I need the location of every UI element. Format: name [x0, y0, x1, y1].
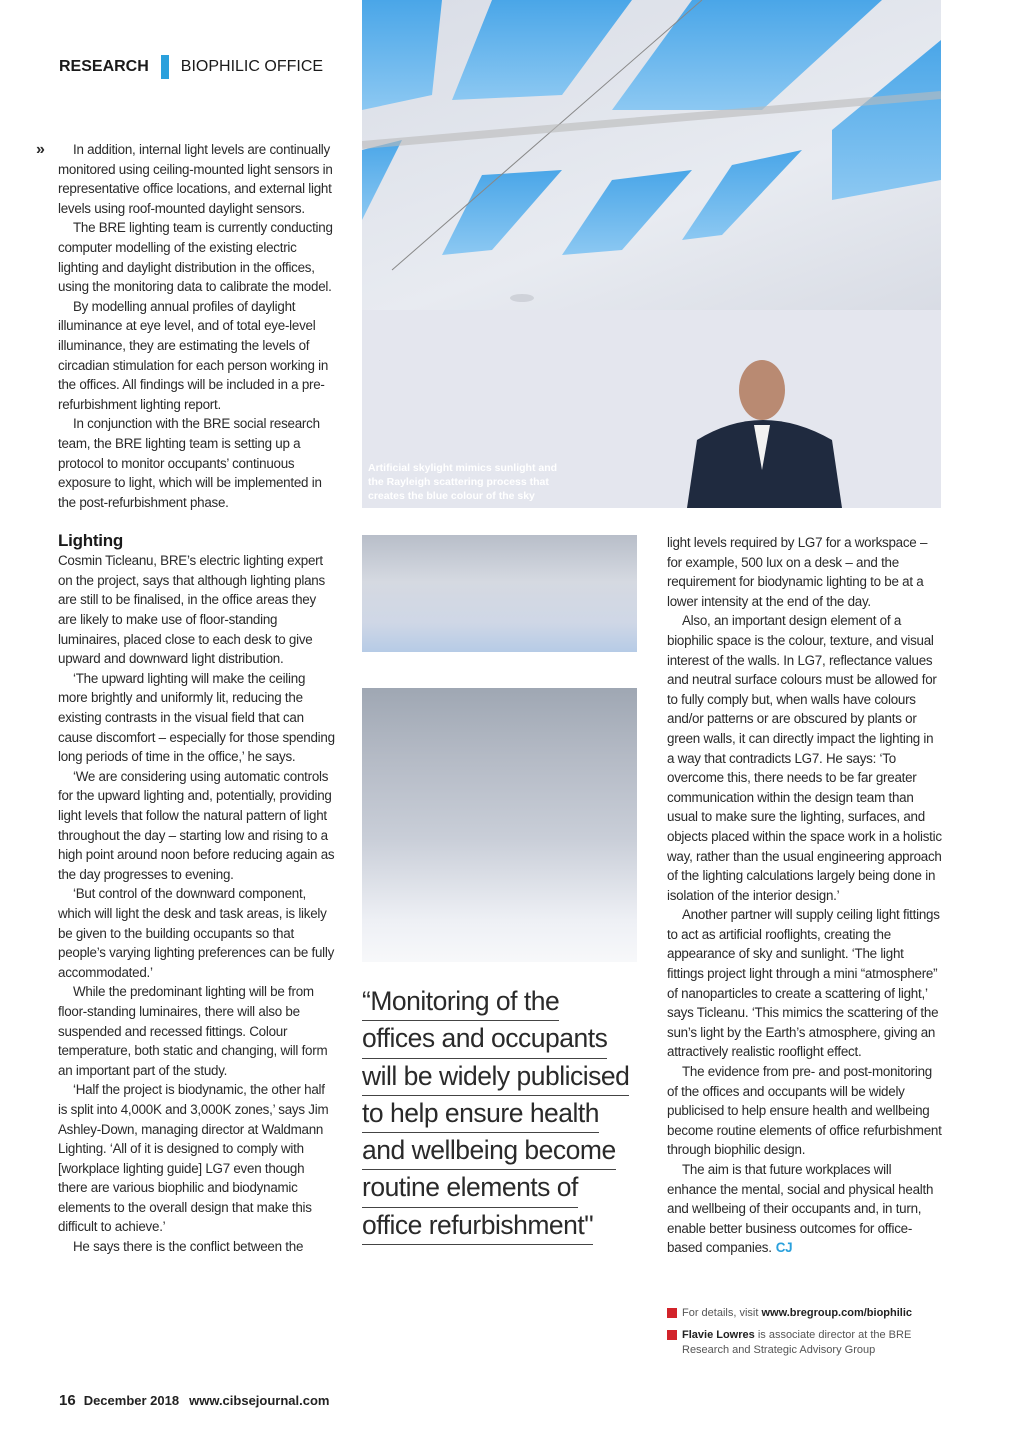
continued-chevron-icon: » — [36, 141, 45, 158]
author-bio: is associate director at the BRE Research and Strategic Advisory Group — [682, 1329, 912, 1356]
details-note — [667, 1306, 947, 1321]
pull-quote — [362, 984, 642, 1245]
author-note — [667, 1328, 917, 1357]
section-label: RESEARCH — [59, 58, 149, 75]
header-divider — [161, 55, 169, 79]
paragraph: ‘Half the project is biodynamic, the other half is split into 4,000K and 3,000K zones,’ says Jim Ashley-Down, managing director at Waldmann Lighting. ‘All of it is designed to comply with [workplace lighting guide] LG7 even though there are various biophilic and biodynamic elements to the overall design that make this difficult to achieve.’ — [58, 1082, 329, 1235]
author-initials: CJ — [775, 1240, 793, 1256]
website: www.cibsejournal.com — [189, 1393, 330, 1408]
quote-line: routine elements of — [362, 1170, 578, 1207]
topic-label: BIOPHILIC OFFICE — [180, 58, 324, 75]
paragraph: The BRE lighting team is currently conducting computer modelling of the existing electric lighting and daylight distribution in the offices, using the monitoring data to calibrate the model. — [58, 220, 333, 295]
paragraph: ‘But control of the downward component, which will light the desk and task areas, is likely be given to the building occupants so that people’s varying lighting preferences can be fully accommodated.’ — [58, 886, 335, 980]
bullet-square-icon — [667, 1330, 677, 1340]
quote-line: will be widely publicised — [362, 1059, 629, 1096]
paragraph: While the predominant lighting will be from floor-standing luminaires, there will also be suspended and recessed fittings. Colour temperature, both static and changing, will form an important part of the study. — [58, 984, 328, 1078]
left-column — [36, 140, 335, 1257]
photo-caption: Artificial skylight mimics sunlight and the Rayleigh scattering process that creates the blue colour of the sky — [368, 462, 558, 502]
paragraph: Another partner will supply ceiling light fittings to act as artificial rooflights, creating the appearance of sky and sunlight. ‘The light fittings project light through a mini “atmosphere” of nanoparticles to create a scattering of light,’ says Ticleanu. ‘This mimics the scattering of the sun’s light by the Earth’s atmosphere, giving an attractively realistic rooflight effect. — [667, 907, 940, 1060]
paragraph: By modelling annual profiles of daylight illuminance at eye level, and of total eye-level illuminance, they are estimating the levels of circadian stimulation for each person working in the offices. All findings will be included in a pre-refurbishment lighting report. — [58, 298, 329, 412]
paragraph: ‘We are considering using automatic controls for the upward lighting and, potentially, providing light levels that follow the natural pattern of light throughout the day – starting low and rising to a high point around noon before reducing again as the day progresses to evening. — [58, 768, 335, 882]
details-text: For details, visit — [682, 1307, 762, 1319]
ceiling-illustration — [362, 0, 941, 508]
right-column — [667, 533, 943, 1258]
paragraph: Cosmin Ticleanu, BRE’s electric lighting expert on the project, says that although lighting plans are still to be finalised, in the office areas they are likely to make use of floor-standing luminaires, placed close to each desk to give upward and downward light distribution. — [58, 553, 325, 667]
paragraph: In conjunction with the BRE social research team, the BRE lighting team is setting up a protocol to monitor occupants’ continuous exposure to light, which will be implemented in the post-refurbishment phase. — [58, 416, 322, 510]
quote-line: office refurbishment" — [362, 1208, 593, 1245]
skylight-photo — [362, 0, 941, 508]
page-footer — [59, 1392, 329, 1409]
paragraph: Also, an important design element of a biophilic space is the colour, texture, and visual interest of the walls. In LG7, reflectance values and neutral surface colours must be allowed for to fully comply but, when walls have colours and/or patterns or are obscured by plants or green walls, it can directly impact the lighting in a way that contradicts LG7. He says: ‘To overcome this, there needs to be far greater communication within the design team than usual to make sure the lighting, surfaces, and objects placed within the space work in a holistic way, rather than the usual engineering approach of the lighting calculations largely being done in isolation of the interior design.’ — [667, 613, 942, 903]
quote-line: “Monitoring of the — [362, 984, 559, 1021]
wall-light-photo — [362, 688, 637, 962]
paragraph: The aim is that future workplaces will enhance the mental, social and physical health and wellbeing of their occupants and, in turn, enable better business outcomes for office-based companies. — [667, 1162, 934, 1256]
paragraph: light levels required by LG7 for a workspace – for example, 500 lux on a desk – and the requirement for biodynamic lighting to be at a lower intensity at the end of the day. — [667, 535, 928, 609]
page-number: 16 — [59, 1392, 76, 1409]
quote-line: and wellbeing become — [362, 1133, 616, 1170]
ceiling-detail-photo — [362, 535, 637, 652]
author-name: Flavie Lowres — [682, 1329, 755, 1341]
section-header — [59, 55, 323, 79]
paragraph: The evidence from pre- and post-monitoring of the offices and occupants will be widely publicised to help ensure health and wellbeing become routine elements of office refurbishment through biophilic design. — [667, 1064, 942, 1158]
issue-date: December 2018 — [83, 1393, 180, 1408]
paragraph: ‘The upward lighting will make the ceiling more brightly and uniformly lit, reducing the existing contrasts in the visual field that can cause discomfort – especially for those spending long periods of time in the office,’ he says. — [58, 670, 335, 765]
paragraph: He says there is the conflict between the — [73, 1239, 304, 1255]
quote-line: to help ensure health — [362, 1096, 599, 1133]
subheading-lighting: Lighting — [58, 531, 124, 551]
quote-line: offices and occupants — [362, 1021, 607, 1058]
details-link[interactable]: www.bregroup.com/biophilic — [761, 1307, 913, 1319]
bullet-square-icon — [667, 1308, 677, 1318]
paragraph: In addition, internal light levels are continually monitored using ceiling-mounted light sensors in representative office locations, and external light levels using roof-mounted daylight sensors. — [58, 142, 333, 216]
